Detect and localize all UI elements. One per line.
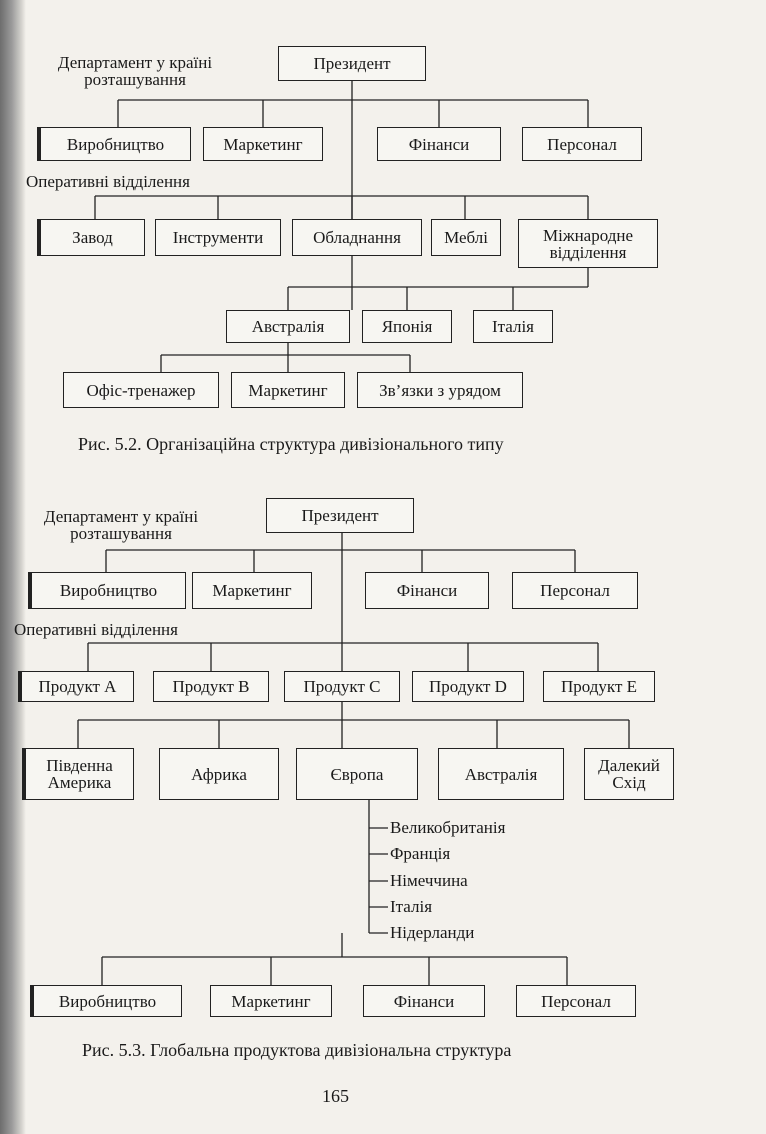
department-personnel-box: Персонал: [522, 127, 642, 161]
region-europe-box: Європа: [296, 748, 418, 800]
president-box: Президент: [278, 46, 426, 81]
department-finance-box: Фінанси: [377, 127, 501, 161]
product-d-box: Продукт D: [412, 671, 524, 702]
department-marketing-box: Маркетинг: [192, 572, 312, 609]
country-australia-box: Австралія: [226, 310, 350, 343]
region-australia-box: Австралія: [438, 748, 564, 800]
department-production-box: Виробництво: [28, 572, 186, 609]
department-marketing-box: Маркетинг: [203, 127, 323, 161]
function-marketing-box: Маркетинг: [210, 985, 332, 1017]
europe-country-netherlands: Нідерланди: [390, 923, 475, 942]
division-tools-box: Інструменти: [155, 219, 281, 256]
product-c-box: Продукт С: [284, 671, 400, 702]
region-far-east-box: Далекий Схід: [584, 748, 674, 800]
product-e-box: Продукт Е: [543, 671, 655, 702]
department-personnel-box: Персонал: [512, 572, 638, 609]
country-department-label: Департамент у країні розташування: [43, 507, 199, 543]
department-production-box: Виробництво: [37, 127, 191, 161]
division-equipment-box: Обладнання: [292, 219, 422, 256]
department-finance-box: Фінанси: [365, 572, 489, 609]
unit-marketing-box: Маркетинг: [231, 372, 345, 408]
unit-government-relations-box: Зв’язки з урядом: [357, 372, 523, 408]
country-italy-box: Італія: [473, 310, 553, 343]
product-b-box: Продукт В: [153, 671, 269, 702]
country-department-label: Департамент у країні розташування: [57, 53, 213, 89]
function-production-box: Виробництво: [30, 985, 182, 1017]
europe-country-france: Франція: [390, 844, 451, 863]
europe-country-germany: Німеччина: [390, 871, 468, 890]
page-number: 165: [322, 1086, 349, 1106]
division-plant-box: Завод: [37, 219, 145, 256]
unit-office-trainer-box: Офіс-тренажер: [63, 372, 219, 408]
president-box: Президент: [266, 498, 414, 533]
figure-caption-5-3: Рис. 5.3. Глобальна продуктова дивізіональна структура: [82, 1040, 512, 1060]
function-personnel-box: Персонал: [516, 985, 636, 1017]
division-furniture-box: Меблі: [431, 219, 501, 256]
division-international-box: Міжнародне відділення: [518, 219, 658, 268]
region-south-america-box: Південна Америка: [22, 748, 134, 800]
europe-country-uk: Великобританія: [390, 818, 506, 837]
country-japan-box: Японія: [362, 310, 452, 343]
region-africa-box: Африка: [159, 748, 279, 800]
function-finance-box: Фінанси: [363, 985, 485, 1017]
operating-divisions-label: Оперативні відділення: [26, 172, 190, 191]
product-a-box: Продукт А: [18, 671, 134, 702]
figure-caption-5-2: Рис. 5.2. Організаційна структура дивізіонального типу: [78, 434, 504, 454]
europe-country-italy: Італія: [390, 897, 433, 916]
operating-divisions-label: Оперативні відділення: [14, 620, 178, 639]
